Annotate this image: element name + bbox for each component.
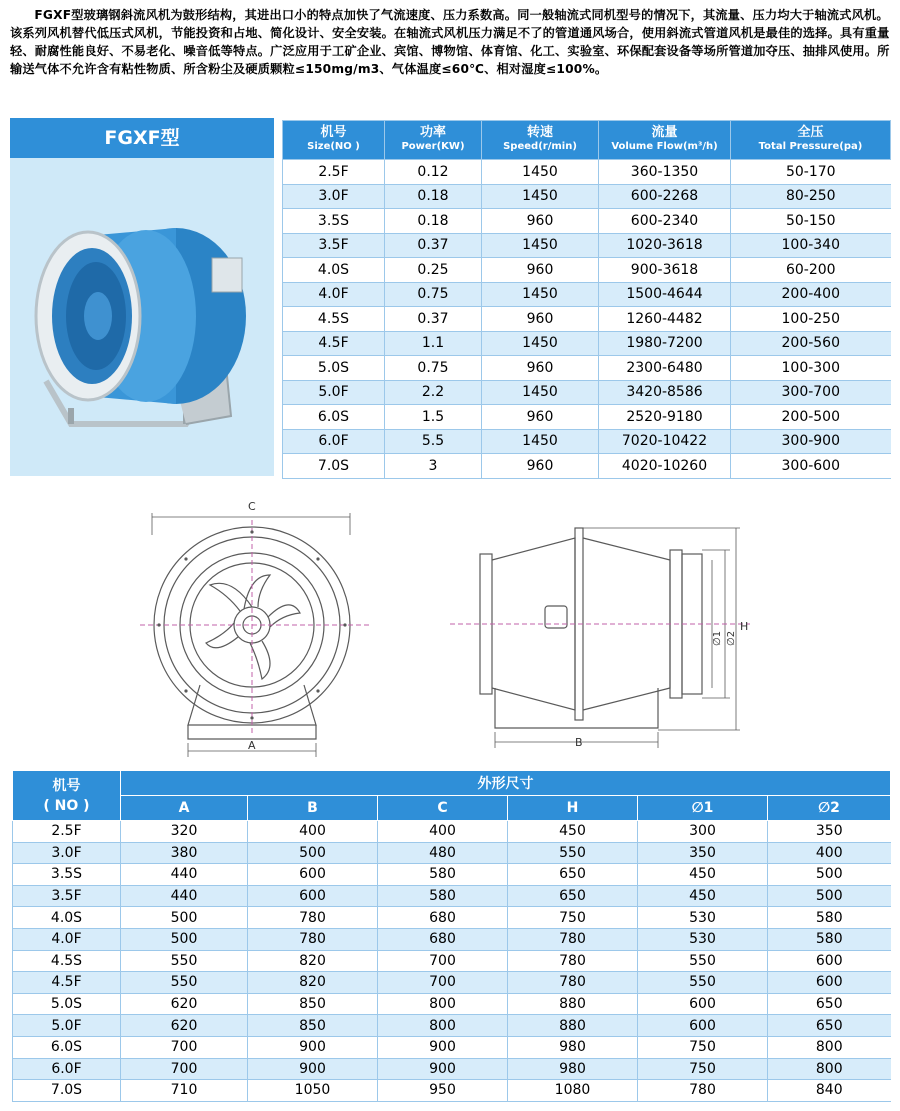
table-cell: 0.12 xyxy=(385,160,482,185)
table-cell: 7020-10422 xyxy=(599,429,731,454)
dim-header-b: B xyxy=(248,796,378,821)
table-cell: 500 xyxy=(121,928,248,950)
table-cell: 2.5F xyxy=(283,160,385,185)
table-cell: 850 xyxy=(248,993,378,1015)
table-cell: 3 xyxy=(385,454,482,479)
table-cell: 500 xyxy=(768,864,891,886)
table-cell: 750 xyxy=(638,1036,768,1058)
table-cell: 5.0S xyxy=(13,993,121,1015)
table-cell: 1450 xyxy=(482,282,599,307)
table-cell: 600-2340 xyxy=(599,209,731,234)
spec-header-row xyxy=(283,121,891,160)
spec-table xyxy=(282,120,891,479)
table-cell: 350 xyxy=(638,842,768,864)
table-cell: 600 xyxy=(638,1015,768,1037)
table-cell: 620 xyxy=(121,1015,248,1037)
table-cell: 400 xyxy=(248,821,378,843)
table-cell: 100-340 xyxy=(731,233,891,258)
table-cell: 550 xyxy=(121,972,248,994)
table-cell: 750 xyxy=(638,1058,768,1080)
spec-table-row xyxy=(283,331,891,356)
dim-table-row xyxy=(13,993,891,1015)
product-panel xyxy=(10,118,274,476)
table-cell: 550 xyxy=(638,950,768,972)
table-cell: 1260-4482 xyxy=(599,307,731,332)
table-cell: 550 xyxy=(638,972,768,994)
dim-header-a: A xyxy=(121,796,248,821)
table-cell: 2520-9180 xyxy=(599,405,731,430)
table-cell: 500 xyxy=(121,907,248,929)
table-cell: 780 xyxy=(508,972,638,994)
table-cell: 400 xyxy=(768,842,891,864)
table-cell: 880 xyxy=(508,993,638,1015)
table-cell: 6.0S xyxy=(283,405,385,430)
product-title: FGXF型 xyxy=(10,118,274,158)
table-cell: 400 xyxy=(378,821,508,843)
table-cell: 780 xyxy=(508,928,638,950)
dim-table-row xyxy=(13,907,891,929)
table-cell: 0.18 xyxy=(385,209,482,234)
table-cell: 440 xyxy=(121,864,248,886)
table-cell: 4.0F xyxy=(13,928,121,950)
table-cell: 3.0F xyxy=(283,184,385,209)
table-cell: 1450 xyxy=(482,331,599,356)
table-cell: 3.5S xyxy=(13,864,121,886)
table-cell: 7.0S xyxy=(13,1080,121,1102)
dim-table-row xyxy=(13,1015,891,1037)
spec-table-row xyxy=(283,356,891,381)
dim-table-row xyxy=(13,1058,891,1080)
table-cell: 580 xyxy=(378,864,508,886)
table-cell: 1.1 xyxy=(385,331,482,356)
table-cell: 3.5F xyxy=(13,885,121,907)
spec-header-speed: 转速 Speed(r/min) xyxy=(482,121,599,160)
table-cell: 1450 xyxy=(482,380,599,405)
table-cell: 6.0S xyxy=(13,1036,121,1058)
dim-header-row-2 xyxy=(13,796,891,821)
side-label-d2: ∅2 xyxy=(726,630,737,646)
table-cell: 3420-8586 xyxy=(599,380,731,405)
table-cell: 0.25 xyxy=(385,258,482,283)
table-cell: 550 xyxy=(121,950,248,972)
table-cell: 600 xyxy=(248,864,378,886)
table-cell: 4.5S xyxy=(283,307,385,332)
table-cell: 650 xyxy=(768,993,891,1015)
table-cell: 1450 xyxy=(482,233,599,258)
table-cell: 550 xyxy=(508,842,638,864)
dim-header-row-1 xyxy=(13,771,891,796)
table-cell: 1050 xyxy=(248,1080,378,1102)
table-cell: 0.75 xyxy=(385,356,482,381)
table-cell: 880 xyxy=(508,1015,638,1037)
table-cell: 3.5S xyxy=(283,209,385,234)
table-cell: 450 xyxy=(508,821,638,843)
table-cell: 580 xyxy=(768,907,891,929)
table-cell: 710 xyxy=(121,1080,248,1102)
table-cell: 600 xyxy=(248,885,378,907)
table-cell: 450 xyxy=(638,885,768,907)
table-cell: 1500-4644 xyxy=(599,282,731,307)
table-cell: 960 xyxy=(482,209,599,234)
spec-table-row xyxy=(283,160,891,185)
table-cell: 5.0F xyxy=(283,380,385,405)
table-cell: 980 xyxy=(508,1036,638,1058)
table-cell: 6.0F xyxy=(13,1058,121,1080)
dim-table-row xyxy=(13,1036,891,1058)
table-cell: 2.2 xyxy=(385,380,482,405)
table-cell: 300-700 xyxy=(731,380,891,405)
spec-table-row xyxy=(283,454,891,479)
table-cell: 1450 xyxy=(482,184,599,209)
dim-header-no: 机号 ( NO ) xyxy=(13,771,121,821)
table-cell: 820 xyxy=(248,950,378,972)
table-cell: 530 xyxy=(638,928,768,950)
side-label-h: H xyxy=(740,620,749,633)
spec-table-row xyxy=(283,405,891,430)
table-cell: 440 xyxy=(121,885,248,907)
table-cell: 6.0F xyxy=(283,429,385,454)
side-label-b: B xyxy=(575,736,583,749)
table-cell: 700 xyxy=(378,972,508,994)
table-cell: 4.0F xyxy=(283,282,385,307)
table-cell: 3.0F xyxy=(13,842,121,864)
spec-table-row xyxy=(283,307,891,332)
table-cell: 840 xyxy=(768,1080,891,1102)
spec-table-row xyxy=(283,429,891,454)
spec-table-row xyxy=(283,282,891,307)
table-cell: 80-250 xyxy=(731,184,891,209)
table-cell: 780 xyxy=(248,907,378,929)
table-cell: 0.18 xyxy=(385,184,482,209)
table-cell: 680 xyxy=(378,907,508,929)
table-cell: 600 xyxy=(768,972,891,994)
table-cell: 300-600 xyxy=(731,454,891,479)
table-cell: 4.5F xyxy=(13,972,121,994)
table-cell: 2.5F xyxy=(13,821,121,843)
table-cell: 350 xyxy=(768,821,891,843)
table-cell: 580 xyxy=(768,928,891,950)
intro-paragraph: FGXF型玻璃钢斜流风机为鼓形结构，其进出口小的特点加快了气流速度、压力系数高。同一般轴流式同机型号的情况下，其流量、压力均大于轴流式风机。该系列风机替代低压式风机，节能投资和占地、简化设计、安全安装。在轴流式风机压力满足不了的管道通风场合，使用斜流式管道风机是最佳的选择。具有重量轻、耐腐性能良好、不易老化、噪音低等特点。广泛应用于工矿企业、宾馆、博物馆、体育馆、化工、实验室、环保配套设备等场所管道加夺压、抽排风使用。所输送气体不允许含有粘性物质、所含粉尘及硬质颗粒≤150mg/m3、气体温度≤60℃、相对湿度≤100%。 xyxy=(10,8,890,76)
dim-table-row xyxy=(13,950,891,972)
table-cell: 650 xyxy=(768,1015,891,1037)
dim-table-row xyxy=(13,842,891,864)
table-cell: 900 xyxy=(378,1058,508,1080)
spec-header-pressure: 全压 Total Pressure(pa) xyxy=(731,121,891,160)
table-cell: 5.5 xyxy=(385,429,482,454)
table-cell: 4.0S xyxy=(13,907,121,929)
dim-header-d2: ∅2 xyxy=(768,796,891,821)
table-cell: 700 xyxy=(121,1036,248,1058)
table-cell: 750 xyxy=(508,907,638,929)
table-cell: 780 xyxy=(248,928,378,950)
spec-header-size: 机号 Size(NO ) xyxy=(283,121,385,160)
table-cell: 900 xyxy=(248,1036,378,1058)
table-cell: 200-500 xyxy=(731,405,891,430)
side-label-d1: ∅1 xyxy=(712,630,723,646)
table-cell: 4020-10260 xyxy=(599,454,731,479)
table-cell: 2300-6480 xyxy=(599,356,731,381)
table-cell: 1.5 xyxy=(385,405,482,430)
table-cell: 7.0S xyxy=(283,454,385,479)
table-cell: 4.5S xyxy=(13,950,121,972)
table-cell: 680 xyxy=(378,928,508,950)
front-label-a: A xyxy=(248,739,256,752)
dim-header-group: 外形尺寸 xyxy=(121,771,891,796)
table-cell: 450 xyxy=(638,864,768,886)
table-cell: 800 xyxy=(768,1058,891,1080)
dim-table-row xyxy=(13,885,891,907)
table-cell: 100-250 xyxy=(731,307,891,332)
spec-table-row xyxy=(283,184,891,209)
table-cell: 960 xyxy=(482,307,599,332)
table-cell: 1980-7200 xyxy=(599,331,731,356)
table-cell: 820 xyxy=(248,972,378,994)
dim-table-row xyxy=(13,1080,891,1102)
dim-header-c: C xyxy=(378,796,508,821)
spec-table-row xyxy=(283,209,891,234)
table-cell: 950 xyxy=(378,1080,508,1102)
table-cell: 4.0S xyxy=(283,258,385,283)
table-cell: 530 xyxy=(638,907,768,929)
table-cell: 580 xyxy=(378,885,508,907)
table-cell: 5.0S xyxy=(283,356,385,381)
table-cell: 800 xyxy=(378,1015,508,1037)
table-cell: 600-2268 xyxy=(599,184,731,209)
table-cell: 3.5F xyxy=(283,233,385,258)
table-cell: 50-170 xyxy=(731,160,891,185)
spec-header-power: 功率 Power(KW) xyxy=(385,121,482,160)
table-cell: 960 xyxy=(482,454,599,479)
spec-table-row xyxy=(283,380,891,405)
spec-header-flow: 流量 Volume Flow(m³/h) xyxy=(599,121,731,160)
table-cell: 480 xyxy=(378,842,508,864)
table-cell: 900 xyxy=(378,1036,508,1058)
table-cell: 500 xyxy=(768,885,891,907)
table-cell: 380 xyxy=(121,842,248,864)
table-cell: 200-560 xyxy=(731,331,891,356)
table-cell: 0.75 xyxy=(385,282,482,307)
table-cell: 300-900 xyxy=(731,429,891,454)
dim-header-h: H xyxy=(508,796,638,821)
table-cell: 960 xyxy=(482,405,599,430)
table-cell: 700 xyxy=(378,950,508,972)
table-cell: 960 xyxy=(482,258,599,283)
table-cell: 700 xyxy=(121,1058,248,1080)
front-label-c: C xyxy=(248,500,256,513)
fan-product-image xyxy=(26,176,258,466)
table-cell: 50-150 xyxy=(731,209,891,234)
table-cell: 0.37 xyxy=(385,307,482,332)
table-cell: 780 xyxy=(638,1080,768,1102)
table-cell: 800 xyxy=(378,993,508,1015)
table-cell: 600 xyxy=(638,993,768,1015)
table-cell: 1080 xyxy=(508,1080,638,1102)
table-cell: 900 xyxy=(248,1058,378,1080)
dimension-table xyxy=(12,770,891,1102)
dim-table-row xyxy=(13,928,891,950)
table-cell: 4.5F xyxy=(283,331,385,356)
table-cell: 0.37 xyxy=(385,233,482,258)
table-cell: 200-400 xyxy=(731,282,891,307)
table-cell: 600 xyxy=(768,950,891,972)
table-cell: 500 xyxy=(248,842,378,864)
table-cell: 780 xyxy=(508,950,638,972)
table-cell: 900-3618 xyxy=(599,258,731,283)
dim-header-d1: ∅1 xyxy=(638,796,768,821)
table-cell: 980 xyxy=(508,1058,638,1080)
table-cell: 650 xyxy=(508,864,638,886)
table-cell: 320 xyxy=(121,821,248,843)
side-view-drawing xyxy=(450,520,750,755)
spec-table-row xyxy=(283,233,891,258)
table-cell: 5.0F xyxy=(13,1015,121,1037)
table-cell: 620 xyxy=(121,993,248,1015)
table-cell: 800 xyxy=(768,1036,891,1058)
table-cell: 1020-3618 xyxy=(599,233,731,258)
table-cell: 960 xyxy=(482,356,599,381)
dim-table-row xyxy=(13,864,891,886)
spec-table-row xyxy=(283,258,891,283)
table-cell: 650 xyxy=(508,885,638,907)
dim-table-row xyxy=(13,821,891,843)
dim-table-row xyxy=(13,972,891,994)
table-cell: 1450 xyxy=(482,160,599,185)
table-cell: 1450 xyxy=(482,429,599,454)
table-cell: 60-200 xyxy=(731,258,891,283)
front-view-drawing xyxy=(140,495,370,760)
table-cell: 360-1350 xyxy=(599,160,731,185)
table-cell: 300 xyxy=(638,821,768,843)
table-cell: 100-300 xyxy=(731,356,891,381)
table-cell: 850 xyxy=(248,1015,378,1037)
